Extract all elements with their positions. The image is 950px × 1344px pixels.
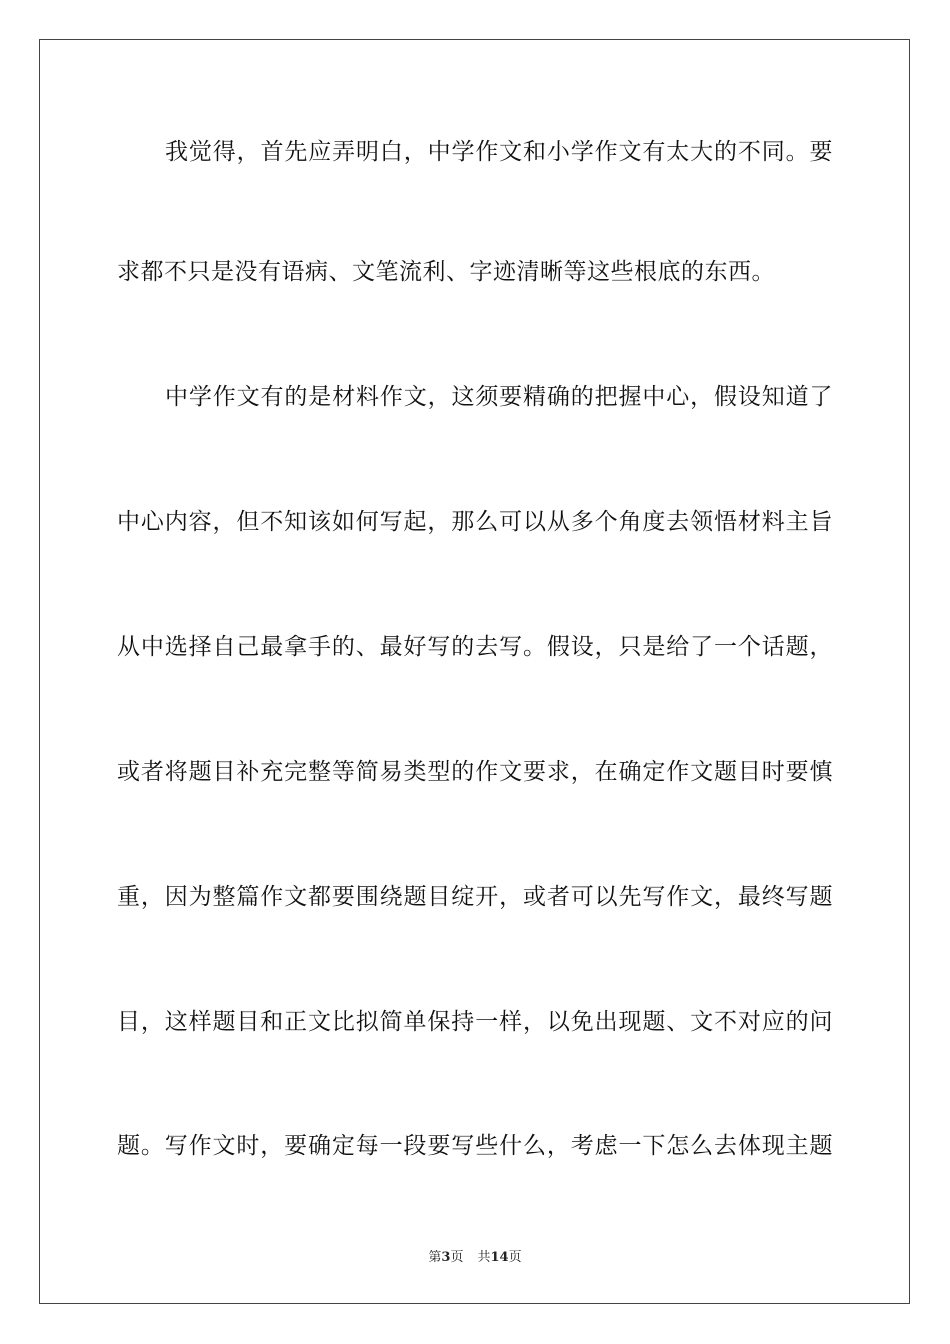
paragraph-1-line-1: 我觉得，首先应弄明白，中学作文和小学作文有太大的不同。要 xyxy=(165,139,833,165)
paragraph-1-line-2: 求都不只是没有语病、文笔流利、字迹清晰等这些根底的东西。 xyxy=(117,259,775,285)
page-suffix: 页 xyxy=(450,1250,464,1265)
paragraph-2-line-4: 或者将题目补充完整等简易类型的作文要求，在确定作文题目时要慎 xyxy=(117,759,833,785)
total-page-count: 14 xyxy=(490,1250,509,1265)
paragraph-2-line-5: 重，因为整篇作文都要围绕题目绽开，或者可以先写作文，最终写题 xyxy=(117,884,833,910)
paragraph-2-line-1: 中学作文有的是材料作文，这须要精确的把握中心，假设知道了 xyxy=(165,384,833,410)
page-prefix: 第 xyxy=(428,1250,442,1265)
current-page-number: 3 xyxy=(441,1250,451,1265)
paragraph-2-line-7: 题。写作文时，要确定每一段要写些什么，考虑一下怎么去体现主题 xyxy=(117,1133,833,1159)
total-prefix: 共 xyxy=(477,1250,491,1265)
paragraph-2-line-6: 目，这样题目和正文比拟简单保持一样，以免出现题、文不对应的问 xyxy=(117,1009,833,1035)
page-footer xyxy=(0,1250,950,1266)
total-suffix: 页 xyxy=(508,1250,522,1265)
paragraph-2-line-2: 中心内容，但不知该如何写起，那么可以从多个角度去领悟材料主旨 xyxy=(117,509,833,535)
paragraph-2-line-3: 从中选择自己最拿手的、最好写的去写。假设，只是给了一个话题， xyxy=(117,634,833,660)
page-border xyxy=(39,39,910,1304)
